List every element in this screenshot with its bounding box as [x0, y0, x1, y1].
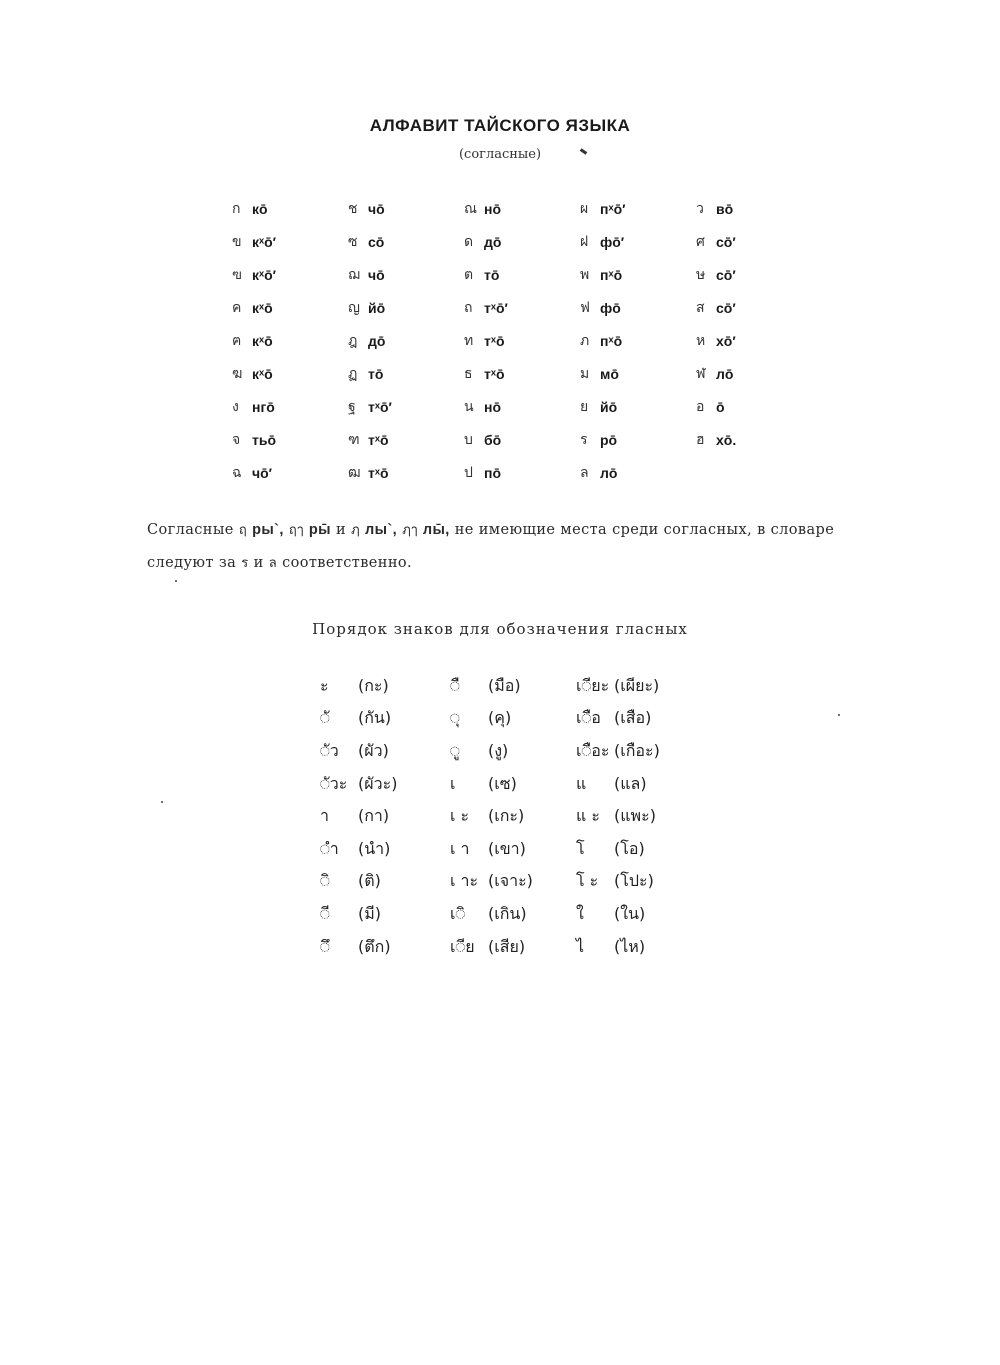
- consonant-entry: [232, 291, 348, 324]
- consonant-entry: [580, 357, 696, 390]
- transcription: кō: [252, 200, 268, 217]
- vowel-sign: ◌ื: [450, 675, 460, 695]
- vowel-sign: เ◌ือะ: [576, 740, 610, 760]
- vowel-example: (ใน): [614, 903, 646, 923]
- transcription: хō′: [716, 332, 736, 349]
- vowel-entry: [450, 800, 576, 833]
- consonant-entry: [696, 423, 812, 456]
- vowel-entry: [450, 703, 576, 736]
- vowel-entry: [576, 800, 706, 833]
- vowel-example: (ผัวะ): [358, 773, 398, 793]
- transcription: кˣō: [252, 365, 273, 382]
- thai-letter: ษ: [696, 266, 706, 283]
- vowel-entry: [320, 703, 450, 736]
- transcription: тˣō: [368, 464, 389, 481]
- consonant-entry: [464, 324, 580, 357]
- vowel-example: (เซ): [488, 773, 517, 793]
- transcription: дō: [368, 332, 386, 349]
- thai-letter: ภ: [580, 332, 590, 349]
- consonant-entry: [232, 258, 348, 291]
- transcription: пō: [484, 464, 502, 481]
- transcription: чō: [368, 200, 385, 217]
- vowel-sign: เ◌ีย: [450, 936, 475, 956]
- consonant-entry: [464, 192, 580, 225]
- transcription: ō: [716, 398, 725, 415]
- thai-letter: ฉ: [232, 464, 242, 481]
- vowel-entry: [450, 768, 576, 801]
- vowel-table: [320, 670, 706, 963]
- vowel-entry: [320, 866, 450, 899]
- transcription: сō′: [716, 233, 736, 250]
- vowel-example: (นำ): [358, 838, 391, 858]
- thai-letter: ท: [464, 332, 474, 349]
- transcription: йō: [600, 398, 618, 415]
- vowel-example: (คุ): [488, 708, 512, 728]
- vowel-example: (มี): [358, 903, 382, 923]
- transcription: тō: [368, 365, 384, 382]
- transcription: бō: [484, 431, 502, 448]
- thai-letter: ฑ: [348, 431, 360, 448]
- vowel-entry: [576, 735, 706, 768]
- thai-letter: ผ: [580, 200, 589, 217]
- consonant-entry: [580, 192, 696, 225]
- transcription: рō: [600, 431, 618, 448]
- vowel-sign: เ◌ือ: [576, 708, 601, 728]
- consonant-entry: [232, 225, 348, 258]
- vowel-sign: า: [320, 806, 329, 826]
- vowel-sign: ◌ู: [450, 740, 460, 760]
- transcription: кˣō′: [252, 233, 277, 250]
- transcription: кˣō: [252, 332, 273, 349]
- thai-letter: ก: [232, 200, 241, 217]
- consonant-entry: [348, 390, 464, 423]
- thai-letter: ต: [464, 266, 474, 283]
- transcription: тˣō: [484, 332, 505, 349]
- vowel-sign: เ า: [450, 838, 470, 858]
- thai-letter: ฝ: [580, 233, 589, 250]
- thai-letter: ส: [696, 299, 705, 316]
- thai-letter: ค: [232, 299, 242, 316]
- page-subtitle: (согласные): [458, 147, 542, 162]
- thai-letter: ว: [696, 200, 704, 217]
- thai-letter: ฐ: [348, 398, 356, 415]
- thai-letter: ณ: [464, 200, 477, 217]
- vowel-sign: แ: [576, 773, 587, 793]
- vowel-sign: ◌ำ: [320, 838, 339, 858]
- transcription: фō′: [600, 233, 625, 250]
- vowel-example: (ผัว): [358, 740, 389, 760]
- transcription: нō: [484, 398, 502, 415]
- thai-letter: ฆ: [232, 365, 243, 382]
- vowel-entry: [450, 931, 576, 964]
- vowel-entry: [320, 833, 450, 866]
- vowel-entry: [320, 931, 450, 964]
- thai-letter: ป: [464, 464, 473, 481]
- consonant-entry: [464, 291, 580, 324]
- consonant-entry: [696, 225, 812, 258]
- thai-letter: อ: [696, 398, 705, 415]
- thai-letter: ศ: [696, 233, 705, 250]
- transcription: тˣō: [368, 431, 389, 448]
- vowel-sign: ◌ัวะ: [320, 773, 348, 793]
- vowel-example: (แพะ): [614, 806, 656, 826]
- transcription: кˣō: [252, 299, 273, 316]
- vowels-heading: Порядок знаков для обозначения гласных: [312, 620, 688, 638]
- vowel-sign: ะ: [320, 675, 329, 695]
- vowel-entry: [450, 670, 576, 703]
- thai-letter: จ: [232, 431, 241, 448]
- consonant-entry: [464, 390, 580, 423]
- vowel-sign: ◌ุ: [450, 708, 460, 728]
- consonant-entry: [696, 258, 812, 291]
- transcription: фō: [600, 299, 621, 316]
- thai-letter: ฟ: [580, 299, 590, 316]
- vowel-entry: [320, 735, 450, 768]
- consonant-entry: [348, 258, 464, 291]
- transcription: чō: [368, 266, 385, 283]
- vowel-sign: โ ะ: [576, 871, 599, 891]
- vowel-sign: เ: [450, 773, 456, 793]
- transcription: кˣō′: [252, 266, 277, 283]
- vowel-example: (โอ): [614, 838, 645, 858]
- consonant-entry: [348, 291, 464, 324]
- thai-letter: ฃ: [232, 266, 242, 283]
- consonant-entry: [696, 192, 812, 225]
- vowel-sign: เ◌ิ: [450, 903, 466, 923]
- vowel-entry: [576, 703, 706, 736]
- thai-letter: ช: [348, 200, 358, 217]
- vowel-sign: ◌ั: [320, 708, 330, 728]
- consonant-entry: [232, 192, 348, 225]
- vowel-sign: โ: [576, 838, 585, 858]
- thai-letter: ร: [580, 431, 588, 448]
- vowel-example: (เสือ): [614, 708, 652, 728]
- transcription: мō: [600, 365, 619, 382]
- consonant-note: Согласные ฤ ры`, ฤๅ ры̄ и ฦ лы`, ฦๅ лы̄, не имеющие места среди согласных, в словаре следуют за ร и ล соответственно.: [147, 522, 835, 571]
- consonant-entry: [232, 357, 348, 390]
- vowel-sign: ◌ี: [320, 903, 330, 923]
- thai-letter: ถ: [464, 299, 473, 316]
- consonant-entry: [232, 390, 348, 423]
- transcription: пˣō′: [600, 200, 626, 217]
- consonant-entry: [348, 225, 464, 258]
- consonant-entry: [464, 456, 580, 489]
- vowel-example: (แล): [614, 773, 647, 793]
- consonant-entry: [232, 423, 348, 456]
- vowel-entry: [450, 833, 576, 866]
- consonant-entry: [232, 324, 348, 357]
- vowel-example: (กัน): [358, 708, 392, 728]
- vowel-example: (ไห): [614, 936, 646, 956]
- vowel-example: (มือ): [488, 675, 521, 695]
- vowel-sign: ใ: [576, 903, 584, 923]
- vowel-sign: เ◌ียะ: [576, 675, 610, 695]
- vowel-example: (งู): [488, 740, 509, 760]
- consonant-entry: [348, 324, 464, 357]
- vowel-example: (เขา): [488, 838, 526, 858]
- thai-letter: ห: [696, 332, 706, 349]
- vowel-entry: [450, 735, 576, 768]
- transcription: сō: [368, 233, 385, 250]
- speck: [175, 580, 177, 582]
- vowel-entry: [576, 866, 706, 899]
- transcription: тˣō′: [368, 398, 392, 415]
- transcription: вō: [716, 200, 734, 217]
- vowel-sign: แ ะ: [576, 806, 600, 826]
- transcription: сō′: [716, 266, 736, 283]
- thai-letter: ย: [580, 398, 589, 415]
- consonant-entry: [696, 291, 812, 324]
- thai-letter: ฒ: [348, 464, 361, 481]
- vowel-entry: [450, 866, 576, 899]
- vowel-example: (เกะ): [488, 806, 525, 826]
- thai-letter: ข: [232, 233, 242, 250]
- consonant-entry: [348, 423, 464, 456]
- thai-letter: บ: [464, 431, 473, 448]
- thai-letter: ญ: [348, 299, 360, 316]
- vowel-entry: [320, 898, 450, 931]
- vowel-entry: [576, 898, 706, 931]
- vowel-example: (ติ): [358, 871, 381, 891]
- transcription: йō: [368, 299, 386, 316]
- transcription: хō.: [716, 431, 737, 448]
- consonant-table: [232, 192, 812, 489]
- consonant-entry: [348, 192, 464, 225]
- transcription: лō: [600, 464, 618, 481]
- thai-letter: ล: [580, 464, 589, 481]
- transcription: лō: [716, 365, 734, 382]
- transcription: нгō: [252, 398, 275, 415]
- transcription: тˣō: [484, 365, 505, 382]
- transcription: тō: [484, 266, 500, 283]
- consonant-entry: [580, 423, 696, 456]
- vowel-entry: [320, 768, 450, 801]
- page-title: АЛФАВИТ ТАЙСКОГО ЯЗЫКА: [369, 116, 631, 135]
- vowel-example: (ตึก): [358, 936, 391, 956]
- vowel-example: (กะ): [358, 675, 389, 695]
- consonant-entry: [696, 390, 812, 423]
- vowel-sign: เ ะ: [450, 806, 470, 826]
- vowel-sign: ◌ิ: [320, 871, 330, 891]
- thai-letter: ฌ: [348, 266, 360, 283]
- thai-letter: ฬ: [696, 365, 706, 382]
- thai-letter: ฅ: [232, 332, 242, 349]
- thai-letter: ม: [580, 365, 590, 382]
- consonant-entry: [580, 258, 696, 291]
- consonant-entry: [696, 324, 812, 357]
- vowel-sign: เ าะ: [450, 871, 479, 891]
- vowel-example: (เสีย): [488, 936, 526, 956]
- vowel-sign: ◌ึ: [320, 936, 330, 956]
- transcription: тьō: [252, 431, 277, 448]
- consonant-entry: [348, 456, 464, 489]
- consonant-entry: [580, 324, 696, 357]
- speck: [161, 801, 163, 803]
- thai-letter: พ: [580, 266, 590, 283]
- transcription: пˣō: [600, 266, 623, 283]
- thai-letter: ฎ: [348, 332, 358, 349]
- consonant-entry: [580, 390, 696, 423]
- consonant-entry: [232, 456, 348, 489]
- consonant-entry: [580, 456, 696, 489]
- thai-letter: ซ: [348, 233, 358, 250]
- thai-letter: ธ: [464, 365, 473, 382]
- vowel-entry: [320, 670, 450, 703]
- vowel-entry: [576, 833, 706, 866]
- consonant-entry: [696, 357, 812, 390]
- vowel-entry: [576, 931, 706, 964]
- vowel-entry: [320, 800, 450, 833]
- consonant-entry: [464, 258, 580, 291]
- speck: [838, 714, 840, 716]
- transcription: сō′: [716, 299, 736, 316]
- thai-letter: ฏ: [348, 365, 358, 382]
- consonant-entry: [464, 423, 580, 456]
- thai-letter: น: [464, 398, 474, 415]
- transcription: дō: [484, 233, 502, 250]
- thai-letter: ฮ: [696, 431, 705, 448]
- consonant-entry: [580, 225, 696, 258]
- vowel-entry: [576, 768, 706, 801]
- vowel-example: (โปะ): [614, 871, 654, 891]
- transcription: тˣō′: [484, 299, 508, 316]
- vowel-sign: ไ: [576, 936, 585, 956]
- vowel-sign: ◌ัว: [320, 740, 339, 760]
- transcription: нō: [484, 200, 502, 217]
- consonant-entry: [580, 291, 696, 324]
- vowel-example: (เกือะ): [614, 740, 660, 760]
- vowel-example: (เจาะ): [488, 871, 533, 891]
- consonant-entry: [464, 225, 580, 258]
- vowel-example: (กา): [358, 806, 390, 826]
- vowel-example: (เกิน): [488, 903, 527, 923]
- thai-letter: ด: [464, 233, 474, 250]
- consonant-entry: [348, 357, 464, 390]
- vowel-example: (เผียะ): [614, 675, 660, 695]
- thai-letter: ง: [232, 398, 239, 415]
- vowel-entry: [450, 898, 576, 931]
- transcription: пˣō: [600, 332, 623, 349]
- consonant-entry: [464, 357, 580, 390]
- transcription: чō′: [252, 464, 273, 481]
- vowel-entry: [576, 670, 706, 703]
